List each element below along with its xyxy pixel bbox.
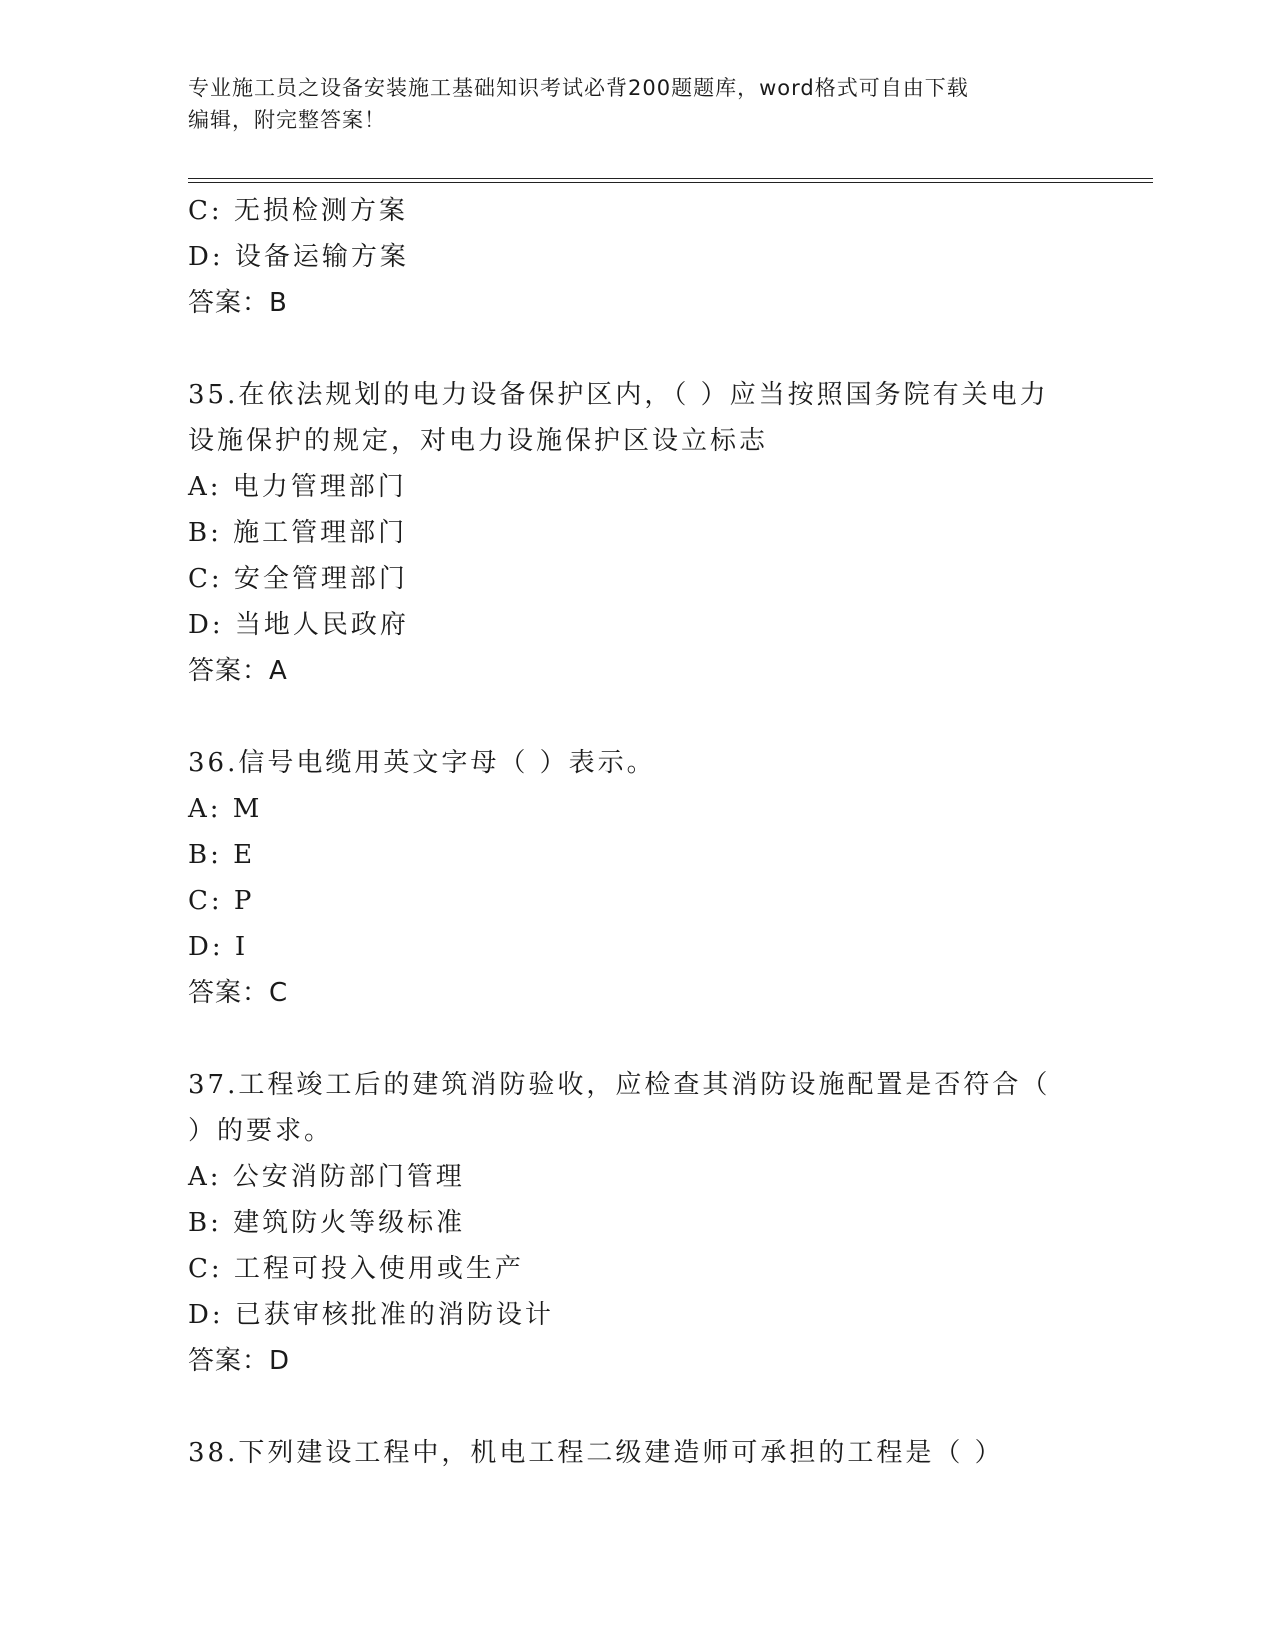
question-stem: 35.在依法规划的电力设备保护区内，（ ）应当按照国务院有关电力 bbox=[188, 380, 1049, 410]
header-double-rule bbox=[188, 178, 1153, 184]
answer-line: 答案：D bbox=[188, 1346, 291, 1376]
partial-question bbox=[188, 188, 1088, 326]
answer-line: 答案：A bbox=[188, 656, 288, 686]
answer-line: 答案：B bbox=[188, 288, 288, 318]
option-d: D: 已获审核批准的消防设计 bbox=[188, 1300, 554, 1330]
question-35 bbox=[188, 372, 1088, 694]
option-b: B: 施工管理部门 bbox=[188, 518, 408, 548]
option-d: D: 当地人民政府 bbox=[188, 610, 409, 640]
header-rule-top bbox=[188, 178, 1153, 179]
option-a: A: 电力管理部门 bbox=[188, 472, 407, 502]
option-c: C: 无损检测方案 bbox=[188, 196, 408, 226]
question-stem: 38.下列建设工程中，机电工程二级建造师可承担的工程是（ ） bbox=[188, 1438, 1004, 1468]
option-c: C: P bbox=[188, 886, 255, 916]
spacer bbox=[188, 326, 1088, 372]
question-stem: 37.工程竣工后的建筑消防验收，应检查其消防设施配置是否符合（ bbox=[188, 1070, 1051, 1100]
question-stem: 设施保护的规定，对电力设施保护区设立标志 bbox=[188, 426, 769, 456]
option-d: D: 设备运输方案 bbox=[188, 242, 409, 272]
option-a: A: M bbox=[188, 794, 263, 824]
spacer bbox=[188, 1016, 1088, 1062]
option-c: C: 安全管理部门 bbox=[188, 564, 408, 594]
question-36 bbox=[188, 740, 1088, 1016]
header-rule-bottom bbox=[188, 182, 1153, 183]
option-b: B: E bbox=[188, 840, 256, 870]
option-d: D: I bbox=[188, 932, 249, 962]
question-37 bbox=[188, 1062, 1088, 1384]
spacer bbox=[188, 1384, 1088, 1430]
option-c: C: 工程可投入使用或生产 bbox=[188, 1254, 524, 1284]
question-stem: 36.信号电缆用英文字母（ ）表示。 bbox=[188, 748, 656, 778]
header-title-line-1: 专业施工员之设备安装施工基础知识考试必背200题题库，word格式可自由下载 bbox=[188, 76, 969, 100]
option-b: B: 建筑防火等级标准 bbox=[188, 1208, 466, 1238]
question-stem: ）的要求。 bbox=[188, 1116, 334, 1146]
question-38 bbox=[188, 1430, 1088, 1476]
option-a: A: 公安消防部门管理 bbox=[188, 1162, 465, 1192]
document-header bbox=[188, 72, 1088, 136]
question-list bbox=[188, 188, 1088, 1476]
answer-line: 答案：C bbox=[188, 978, 289, 1008]
spacer bbox=[188, 694, 1088, 740]
header-title-line-2: 编辑，附完整答案！ bbox=[188, 108, 386, 132]
